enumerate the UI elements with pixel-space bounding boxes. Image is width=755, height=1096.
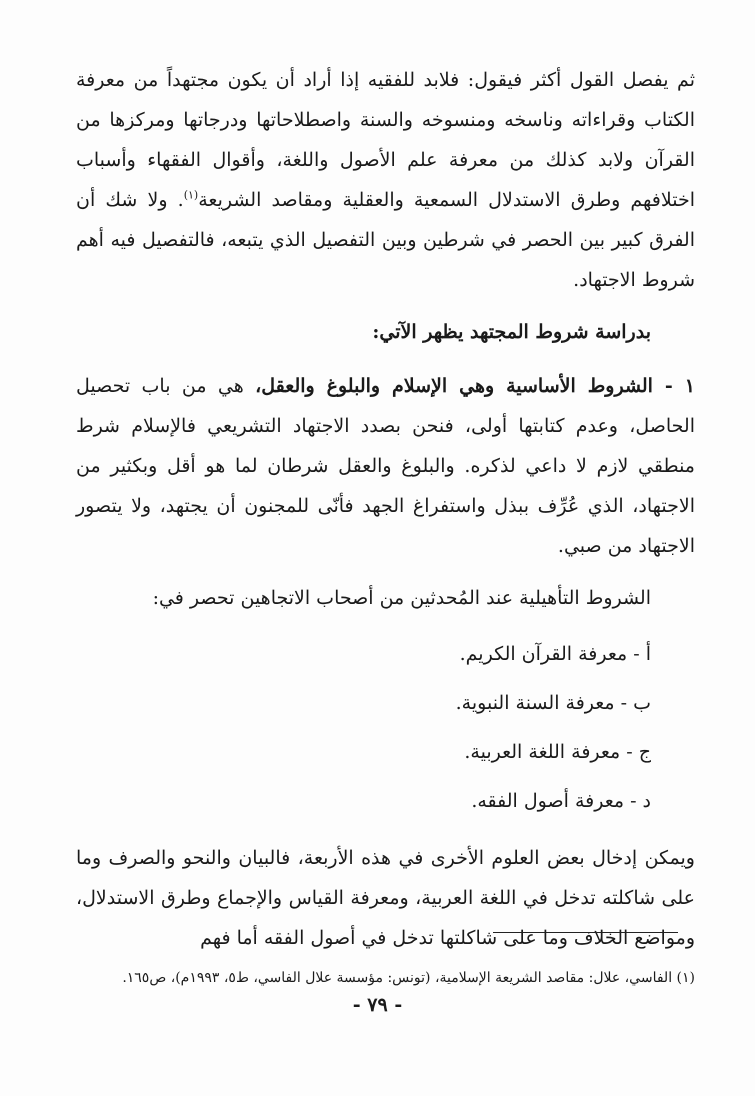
list-item-quran: أ - معرفة القرآن الكريم.	[459, 643, 651, 665]
basic-conditions-text: هي من باب تحصيل الحاصل، وعدم كتابتها أولى، فنحن بصدد الاجتهاد التشريعي فالإسلام شرط منطقي لازم لا داعي لذكره. والبلوغ والعقل شرطان لما هو أقل وبكثير من الاجتهاد، الذي عُرِّف ببذل واستفراغ الجهد فأنّى للمجنون أن يجتهد، ولا يتصور الاجتهاد من صبي.	[76, 375, 695, 557]
list-item-sunnah: ب - معرفة السنة النبوية.	[455, 692, 651, 714]
footnote-divider	[493, 932, 678, 933]
intro-text: ثم يفصل القول أكثر فيقول: فلابد للفقيه إذا أراد أن يكون مجتهداً من معرفة الكتاب وقراءاته وناسخه ومنسوخه والسنة واصطلاحاتها ودرجاتها ومركزها من القرآن ولابد كذلك من معرفة علم الأصول واللغة، وأقوال الفقهاء وأسباب اختلافهم وطرق الاستدلال السمعية والعقلية ومقاصد الشريعة	[76, 69, 695, 211]
basic-conditions-paragraph	[76, 366, 695, 566]
qualifying-heading: الشروط التأهيلية عند المُحدثين من أصحاب الاتجاهين تحصر في:	[152, 587, 651, 609]
list-item-usul: د - معرفة أصول الفقه.	[471, 790, 651, 812]
study-heading: بدراسة شروط المجتهد يظهر الآتي:	[372, 321, 651, 343]
intro-text-continued: . ولا شك أن الفرق كبير بين الحصر في شرطين وبين التفصيل الذي يتبعه، فالتفصيل فيه أهم شروط الاجتهاد.	[76, 189, 695, 291]
footnote-reference[interactable]: (١)	[183, 188, 199, 202]
page-number: - ٧٩ -	[352, 994, 403, 1016]
list-item-arabic: ج - معرفة اللغة العربية.	[464, 741, 651, 763]
main-text	[76, 60, 695, 958]
closing-paragraph: ويمكن إدخال بعض العلوم الأخرى في هذه الأربعة، فالبيان والنحو والصرف وما على شاكلته تدخل في اللغة العربية، ومعرفة القياس والإجماع وطرق الاستدلال، ومواضع الخلاف وما على شاكلتها تدخل في أصول الفقه أما فهم	[76, 847, 695, 949]
footnote-text: (١) الفاسي، علال: مقاصد الشريعة الإسلامية، (تونس: مؤسسة علال الفاسي، ط٥، ١٩٩٣م)، ص١٦٥.	[122, 970, 695, 986]
basic-conditions-title: ١ - الشروط الأساسية وهي الإسلام والبلوغ والعقل،	[255, 375, 695, 397]
intro-paragraph	[76, 60, 695, 300]
